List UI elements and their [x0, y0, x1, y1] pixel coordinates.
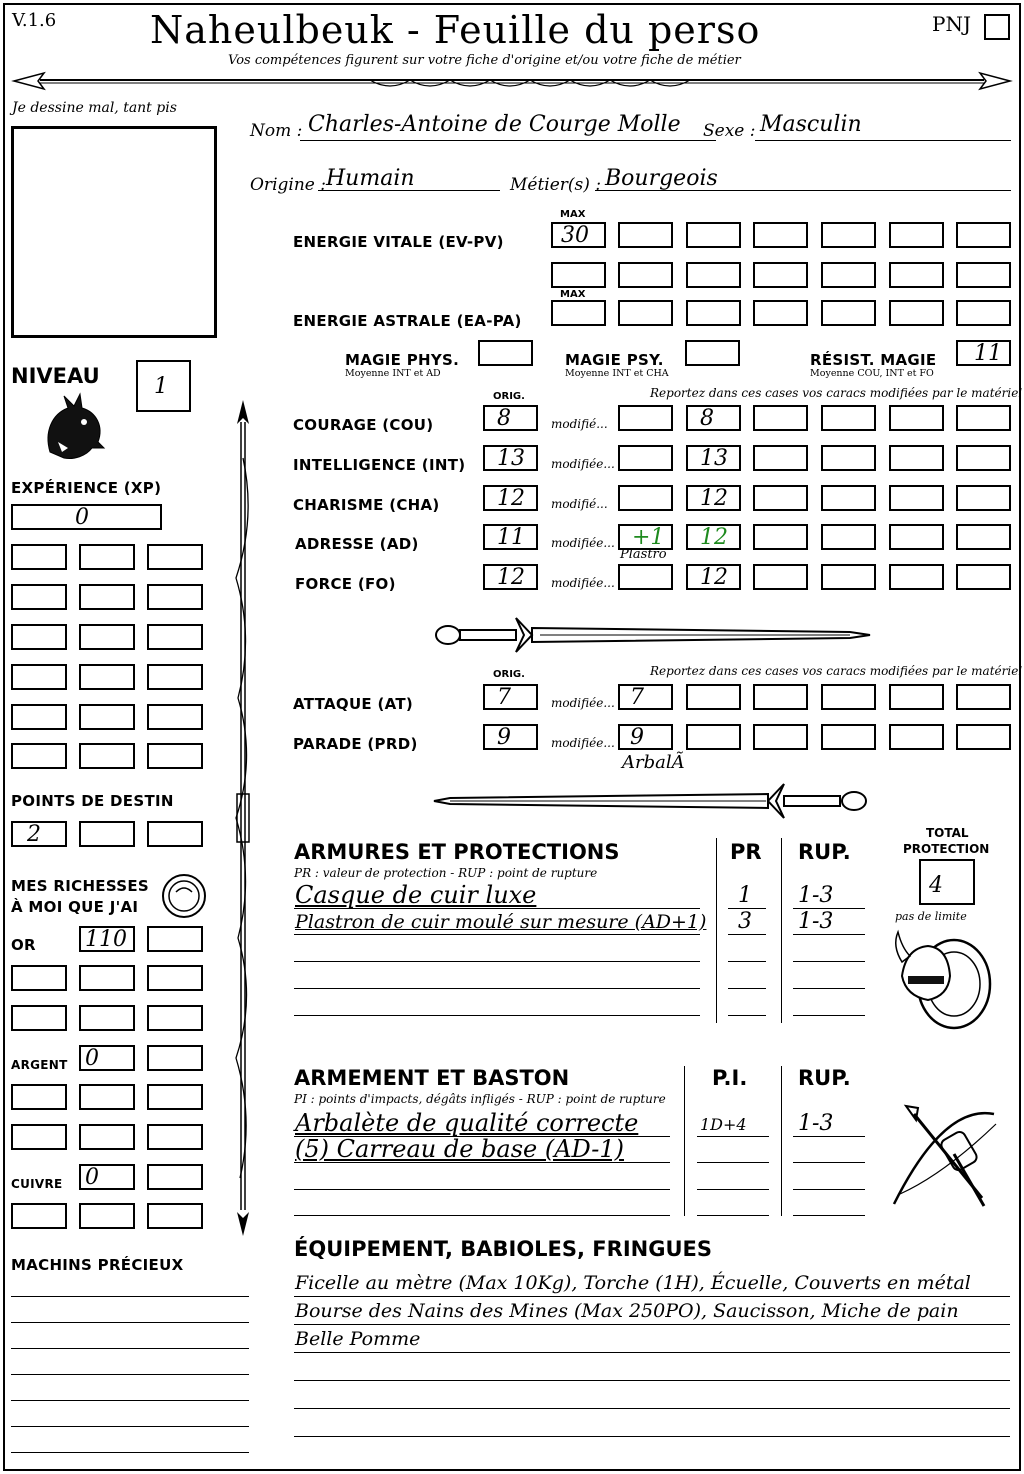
argent-grid-box[interactable] — [79, 1084, 135, 1110]
arme-rup[interactable]: 1-3 — [798, 1111, 834, 1136]
carac-extra-box[interactable] — [889, 564, 944, 590]
carac-label: FORCE (FO) — [295, 575, 396, 593]
cuivre-grid-box[interactable] — [79, 1203, 135, 1229]
carac-mod-label: modifié... — [551, 497, 608, 511]
total-label-1: TOTAL — [926, 826, 969, 840]
arme-pi[interactable]: 1D+4 — [700, 1115, 747, 1134]
ea-max-box[interactable] — [551, 300, 606, 326]
carac-mod-box[interactable] — [618, 485, 673, 511]
carac-extra-box[interactable] — [821, 485, 876, 511]
ea-box-6[interactable] — [956, 300, 1011, 326]
caracs-report-note: Reportez dans ces cases vos caracs modifiées par le matériel — [650, 386, 1023, 400]
or-grid-box[interactable] — [79, 965, 135, 991]
armure-name[interactable]: Casque de cuir luxe — [295, 881, 537, 909]
carac-label: INTELLIGENCE (INT) — [293, 456, 466, 474]
ev-max-label: MAX — [560, 209, 586, 220]
precieux-line[interactable] — [11, 1426, 249, 1427]
xp-grid-box[interactable] — [147, 584, 203, 610]
magie-psy-sub: Moyenne INT et CHA — [565, 368, 669, 379]
cuivre-grid-box[interactable] — [11, 1203, 67, 1229]
carac-extra-box[interactable] — [956, 405, 1011, 431]
ev-box-r2-1[interactable] — [551, 262, 606, 288]
carac-extra-box[interactable] — [956, 485, 1011, 511]
carac-extra-box[interactable] — [753, 524, 808, 550]
portrait-box[interactable] — [11, 126, 217, 338]
precieux-line[interactable] — [11, 1452, 249, 1453]
combat-extra-box[interactable] — [956, 684, 1011, 710]
armure-pr-line[interactable] — [728, 988, 766, 989]
pnj-checkbox[interactable] — [984, 14, 1010, 40]
xp-grid-box[interactable] — [79, 584, 135, 610]
xp-grid-box[interactable] — [79, 743, 135, 769]
resist-magie-sub: Moyenne COU, INT et FO — [810, 368, 934, 379]
argent-box[interactable]: 0 — [79, 1045, 135, 1071]
richesses-label-2: À MOI QUE J'AI — [11, 898, 139, 916]
armure-rup-line[interactable] — [793, 988, 865, 989]
adresse-mod-note: Plastro — [620, 547, 667, 562]
destin-box-2[interactable] — [79, 821, 135, 847]
armure-line[interactable] — [294, 934, 700, 935]
ea-box-3[interactable] — [753, 300, 808, 326]
argent-grid-box[interactable] — [11, 1124, 67, 1150]
equipement-line[interactable] — [294, 1352, 1010, 1353]
combat-mod-label: modifiée... — [551, 696, 615, 710]
argent-box-2[interactable] — [147, 1045, 203, 1071]
nom-value[interactable]: Charles-Antoine de Courge Molle — [308, 112, 681, 137]
ev-box-r1-5[interactable] — [889, 222, 944, 248]
pnj-label: PNJ — [932, 12, 971, 36]
ev-box-r2-5[interactable] — [821, 262, 876, 288]
arme-line[interactable] — [294, 1189, 670, 1190]
precieux-line[interactable] — [11, 1400, 249, 1401]
carac-extra-box[interactable] — [956, 524, 1011, 550]
combat-orig-box[interactable]: 9 — [483, 724, 538, 750]
ev-max-box[interactable]: 30 — [551, 222, 606, 248]
carac-extra-box[interactable] — [753, 445, 808, 471]
metier-value[interactable]: Bourgeois — [605, 166, 718, 191]
carac-label: ADRESSE (AD) — [295, 535, 419, 553]
armure-rup[interactable]: 1-3 — [798, 883, 834, 908]
xp-grid-box[interactable] — [147, 544, 203, 570]
xp-grid-box[interactable] — [147, 704, 203, 730]
equipement-item[interactable]: Belle Pomme — [295, 1328, 421, 1350]
carac-extra-box[interactable] — [889, 445, 944, 471]
armure-pr-line[interactable] — [728, 934, 766, 935]
xp-grid-box[interactable] — [11, 624, 67, 650]
destin-box-3[interactable] — [147, 821, 203, 847]
dragon-icon — [38, 392, 108, 464]
or-grid-box[interactable] — [11, 1005, 67, 1031]
carac-extra-box[interactable] — [821, 564, 876, 590]
armement-sub: PI : points d'impacts, dégâts infligés - RUP : point de rupture — [294, 1092, 666, 1106]
coin-icon — [160, 872, 208, 920]
carac-extra-box[interactable] — [821, 524, 876, 550]
arme-rup-line[interactable] — [793, 1189, 865, 1190]
combat-orig-box[interactable]: 7 — [483, 684, 538, 710]
or-grid-box[interactable] — [11, 965, 67, 991]
equipement-line[interactable] — [294, 1436, 1010, 1437]
ev-box-r1-4[interactable] — [821, 222, 876, 248]
caracs-orig-label: ORIG. — [493, 391, 525, 402]
carac-final-box[interactable]: 13 — [686, 445, 741, 471]
carac-extra-box[interactable] — [956, 445, 1011, 471]
ea-box-1[interactable] — [618, 300, 673, 326]
combat-extra-box[interactable] — [686, 724, 741, 750]
armure-pr[interactable]: 1 — [738, 883, 752, 908]
arme-rup-line[interactable] — [793, 1162, 865, 1163]
carac-mod-box[interactable] — [618, 564, 673, 590]
cuivre-label: CUIVRE — [11, 1177, 63, 1191]
total-protection-box[interactable]: 4 — [919, 859, 975, 905]
armure-pr-line[interactable] — [728, 961, 766, 962]
carac-extra-box[interactable] — [753, 405, 808, 431]
sexe-value[interactable]: Masculin — [760, 112, 862, 137]
carac-orig-box[interactable]: 11 — [483, 524, 538, 550]
arme-name[interactable]: (5) Carreau de base (AD-1) — [295, 1135, 624, 1163]
sexe-label: Sexe : — [703, 121, 756, 141]
cuivre-box-2[interactable] — [147, 1164, 203, 1190]
sword-icon-2 — [430, 778, 874, 824]
or-box[interactable]: 110 — [79, 926, 135, 952]
carac-extra-box[interactable] — [889, 405, 944, 431]
xp-grid-box[interactable] — [79, 664, 135, 690]
combat-label: ATTAQUE (AT) — [293, 695, 414, 713]
carac-mod-label: modifiée... — [551, 536, 615, 550]
arme-pi-line[interactable] — [697, 1162, 769, 1163]
armures-title: ARMURES ET PROTECTIONS — [294, 840, 620, 864]
magie-psy-box[interactable] — [685, 340, 740, 366]
total-label-2: PROTECTION — [903, 842, 990, 856]
combat-mod-label: modifiée... — [551, 736, 615, 750]
combat-extra-box[interactable] — [753, 724, 808, 750]
weapons-icon — [884, 1094, 1008, 1218]
armure-line[interactable] — [294, 988, 700, 989]
xp-grid-box[interactable] — [11, 664, 67, 690]
xp-grid-box[interactable] — [147, 624, 203, 650]
carac-extra-box[interactable] — [956, 564, 1011, 590]
destin-box-1[interactable]: 2 — [11, 821, 67, 847]
combat-extra-box[interactable] — [889, 684, 944, 710]
combat-extra-box[interactable] — [686, 684, 741, 710]
carac-extra-box[interactable] — [753, 485, 808, 511]
xp-grid-box[interactable] — [11, 743, 67, 769]
xp-grid-box[interactable] — [79, 544, 135, 570]
argent-grid-box[interactable] — [79, 1124, 135, 1150]
parade-note: ArbalÃ — [622, 752, 685, 773]
xp-grid-box[interactable] — [79, 704, 135, 730]
precieux-label: MACHINS PRÉCIEUX — [11, 1256, 184, 1274]
page-subtitle: Vos compétences figurent sur votre fiche d'origine et/ou votre fiche de métier — [228, 53, 741, 68]
armure-rup-line[interactable] — [793, 961, 865, 962]
armure-rup-line[interactable] — [793, 1015, 865, 1016]
precieux-line[interactable] — [11, 1374, 249, 1375]
carac-final-box[interactable]: 12 — [686, 485, 741, 511]
armure-rup[interactable]: 1-3 — [798, 909, 834, 934]
ev-box-r2-4[interactable] — [753, 262, 808, 288]
arme-pi-line[interactable] — [697, 1189, 769, 1190]
argent-label: ARGENT — [11, 1058, 68, 1072]
carac-extra-box[interactable] — [821, 405, 876, 431]
armure-pr-line[interactable] — [728, 1015, 766, 1016]
ea-box-5[interactable] — [889, 300, 944, 326]
niveau-box[interactable]: 1 — [136, 360, 191, 412]
magie-phys-box[interactable] — [478, 340, 533, 366]
helmet-shield-icon — [888, 926, 998, 1038]
armures-col-rup: RUP. — [798, 840, 851, 864]
total-note: pas de limite — [895, 910, 967, 923]
combat-extra-box[interactable] — [889, 724, 944, 750]
ev-box-r1-3[interactable] — [753, 222, 808, 248]
or-grid-box[interactable] — [147, 1005, 203, 1031]
ev-box-r1-1[interactable] — [618, 222, 673, 248]
magie-phys-sub: Moyenne INT et AD — [345, 368, 441, 379]
arme-rup-line[interactable] — [793, 1136, 865, 1137]
combat-mod-box[interactable]: 9 — [618, 724, 673, 750]
arme-line[interactable] — [294, 1215, 670, 1216]
arme-rup-line[interactable] — [793, 1215, 865, 1216]
origine-value[interactable]: Humain — [326, 166, 415, 191]
ev-label: ENERGIE VITALE (EV-PV) — [293, 233, 504, 251]
precieux-line[interactable] — [11, 1296, 249, 1297]
armure-line[interactable] — [294, 961, 700, 962]
xp-grid-box[interactable] — [79, 624, 135, 650]
version-label: V.1.6 — [12, 10, 57, 31]
niveau-label: NIVEAU — [11, 364, 100, 388]
combat-extra-box[interactable] — [753, 684, 808, 710]
cuivre-grid-box[interactable] — [147, 1203, 203, 1229]
ev-box-r1-2[interactable] — [686, 222, 741, 248]
arme-pi-line[interactable] — [697, 1215, 769, 1216]
combat-orig-label: ORIG. — [493, 669, 525, 680]
ev-box-r2-2[interactable] — [618, 262, 673, 288]
armures-sub: PR : valeur de protection - RUP : point de rupture — [294, 866, 598, 880]
richesses-label-1: MES RICHESSES — [11, 877, 150, 895]
combat-mod-box[interactable]: 7 — [618, 684, 673, 710]
armure-line[interactable] — [294, 1015, 700, 1016]
ev-box-r2-7[interactable] — [956, 262, 1011, 288]
ea-box-2[interactable] — [686, 300, 741, 326]
arme-pi-line[interactable] — [697, 1136, 769, 1137]
combat-extra-box[interactable] — [821, 724, 876, 750]
sword-icon — [430, 612, 874, 658]
magie-phys-label: MAGIE PHYS. — [345, 351, 460, 369]
equipement-title: ÉQUIPEMENT, BABIOLES, FRINGUES — [294, 1237, 712, 1261]
combat-label: PARADE (PRD) — [293, 735, 418, 753]
ea-label: ENERGIE ASTRALE (EA-PA) — [293, 312, 522, 330]
carac-mod-box[interactable]: +1 — [618, 524, 673, 550]
equipement-line[interactable] — [294, 1408, 1010, 1409]
armures-col-pr: PR — [730, 840, 762, 864]
carac-orig-box[interactable]: 12 — [483, 485, 538, 511]
carac-final-box[interactable]: 12 — [686, 524, 741, 550]
carac-extra-box[interactable] — [753, 564, 808, 590]
argent-grid-box[interactable] — [147, 1084, 203, 1110]
carac-mod-label: modifiée... — [551, 457, 615, 471]
resist-magie-box[interactable]: 11 — [956, 340, 1011, 366]
xp-label: EXPÉRIENCE (XP) — [11, 479, 162, 497]
equipement-item[interactable]: Bourse des Nains des Mines (Max 250PO), Saucisson, Miche de pain — [295, 1300, 959, 1322]
destin-label: POINTS DE DESTIN — [11, 792, 174, 810]
spear-divider-icon — [10, 68, 1014, 92]
carac-extra-box[interactable] — [889, 485, 944, 511]
equipement-line[interactable] — [294, 1324, 1010, 1325]
xp-grid-box[interactable] — [11, 544, 67, 570]
xp-box[interactable]: 0 — [11, 504, 162, 530]
or-grid-box[interactable] — [79, 1005, 135, 1031]
resist-magie-label: RÉSIST. MAGIE — [810, 351, 937, 369]
portrait-caption: Je dessine mal, tant pis — [12, 100, 177, 116]
xp-grid-box[interactable] — [147, 664, 203, 690]
ev-box-r2-3[interactable] — [686, 262, 741, 288]
armement-col-pi: P.I. — [712, 1066, 748, 1090]
or-box-2[interactable] — [147, 926, 203, 952]
xp-grid-box[interactable] — [11, 584, 67, 610]
ea-max-label: MAX — [560, 289, 586, 300]
combat-extra-box[interactable] — [956, 724, 1011, 750]
page-title: Naheulbeuk - Feuille du perso — [150, 8, 761, 52]
precieux-line[interactable] — [11, 1348, 249, 1349]
spear-icon — [228, 398, 258, 1238]
carac-orig-box[interactable]: 8 — [483, 405, 538, 431]
equipement-line[interactable] — [294, 1380, 1010, 1381]
argent-grid-box[interactable] — [11, 1084, 67, 1110]
or-label: OR — [11, 936, 36, 954]
armure-name[interactable]: Plastron de cuir moulé sur mesure (AD+1) — [295, 911, 707, 933]
nom-label: Nom : — [250, 121, 303, 141]
ev-box-r1-6[interactable] — [956, 222, 1011, 248]
armement-col-rup: RUP. — [798, 1066, 851, 1090]
armement-title: ARMEMENT ET BASTON — [294, 1066, 570, 1090]
carac-final-box[interactable]: 12 — [686, 564, 741, 590]
cuivre-box[interactable]: 0 — [79, 1164, 135, 1190]
carac-label: COURAGE (COU) — [293, 416, 434, 434]
magie-psy-label: MAGIE PSY. — [565, 351, 664, 369]
carac-orig-box[interactable]: 12 — [483, 564, 538, 590]
armure-rup-line[interactable] — [793, 934, 865, 935]
carac-mod-label: modifié... — [551, 417, 608, 431]
xp-grid-box[interactable] — [11, 704, 67, 730]
arme-name[interactable]: Arbalète de qualité correcte — [295, 1109, 639, 1137]
origine-label: Origine : — [250, 175, 326, 195]
carac-extra-box[interactable] — [821, 445, 876, 471]
armure-pr[interactable]: 3 — [738, 909, 752, 934]
carac-mod-label: modifiée... — [551, 576, 615, 590]
carac-mod-box[interactable] — [618, 405, 673, 431]
or-grid-box[interactable] — [147, 965, 203, 991]
precieux-line[interactable] — [11, 1322, 249, 1323]
carac-orig-box[interactable]: 13 — [483, 445, 538, 471]
carac-final-box[interactable]: 8 — [686, 405, 741, 431]
carac-extra-box[interactable] — [889, 524, 944, 550]
metier-label: Métier(s) : — [510, 175, 602, 195]
equipement-line[interactable] — [294, 1296, 1010, 1297]
combat-extra-box[interactable] — [821, 684, 876, 710]
argent-grid-box[interactable] — [147, 1124, 203, 1150]
ea-box-4[interactable] — [821, 300, 876, 326]
ev-box-r2-6[interactable] — [889, 262, 944, 288]
carac-label: CHARISME (CHA) — [293, 496, 440, 514]
combat-report-note: Reportez dans ces cases vos caracs modifiées par le matériel — [650, 664, 1023, 678]
equipement-item[interactable]: Ficelle au mètre (Max 10Kg), Torche (1H), Écuelle, Couverts en métal — [295, 1272, 971, 1294]
carac-mod-box[interactable] — [618, 445, 673, 471]
xp-grid-box[interactable] — [147, 743, 203, 769]
